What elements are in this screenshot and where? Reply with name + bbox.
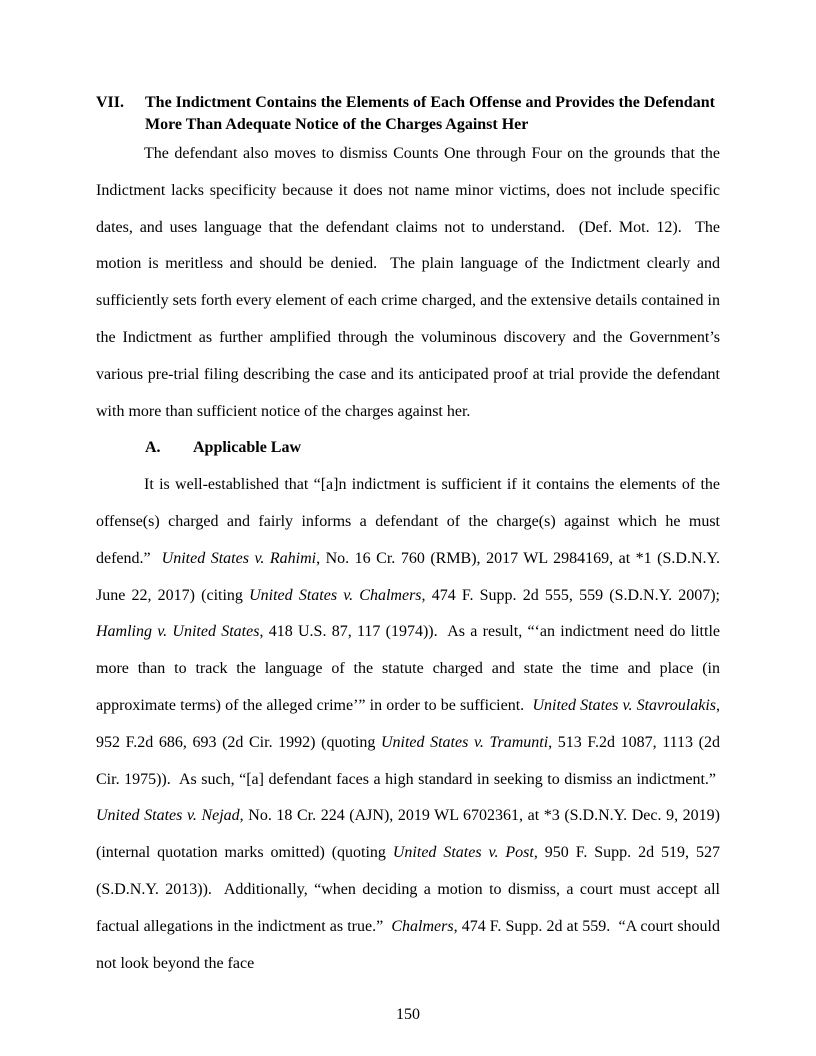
subsection-letter: A. — [145, 439, 161, 457]
subsection-heading — [145, 430, 720, 467]
section-heading-text: The Indictment Contains the Elements of Each Offense and Provides the Defendant More Than Adequate Notice of the Charges Against Her — [145, 94, 715, 133]
section-number: VII. — [96, 94, 125, 111]
section-heading — [96, 92, 720, 136]
paragraph-applicable-law: It is well-established that “[a]n indictment is sufficient if it contains the elements of the offense(s) charged and fairly informs a defendant of the charge(s) against which he must defend.” United States v. Rahimi, No. 16 Cr. 760 (RMB), 2017 WL 2984169, at *1 (S.D.N.Y. June 22, 2017) (citing United States v. Chalmers, 474 F. Supp. 2d 555, 559 (S.D.N.Y. 2007); Hamling v. United States, 418 U.S. 87, 117 (1974)). As a result, “‘an indictment need do little more than to track the language of the statute charged and state the time and place (in approximate terms) of the alleged crime’” in order to be sufficient. United States v. Stavroulakis, 952 F.2d 686, 693 (2d Cir. 1992) (quoting United States v. Tramunti, 513 F.2d 1087, 1113 (2d Cir. 1975)). As such, “[a] defendant faces a high standard in seeking to dismiss an indictment.” United States v. Nejad, No. 18 Cr. 224 (AJN), 2019 WL 6702361, at *3 (S.D.N.Y. Dec. 9, 2019) (internal quotation marks omitted) (quoting United States v. Post, 950 F. Supp. 2d 519, 527 (S.D.N.Y. 2013)). Additionally, “when deciding a motion to dismiss, a court must accept all factual allegations in the indictment as true.” Chalmers, 474 F. Supp. 2d at 559. “A court should not look beyond the face — [96, 476, 721, 972]
page-number: 150 — [396, 1006, 420, 1023]
subsection-title: Applicable Law — [193, 439, 302, 457]
paragraph-intro: The defendant also moves to dismiss Counts One through Four on the grounds that the Indictment lacks specificity because it does not name minor victims, does not include specific dates, and uses language that the defendant claims not to understand. (Def. Mot. 12). The motion is meritless and should be denied. The plain language of the Indictment clearly and sufficiently sets forth every element of each crime charged, and the extensive details contained in the Indictment as further amplified through the voluminous discovery and the Government’s various pre-trial filing describing the case and its anticipated proof at trial provide the defendant with more than sufficient notice of the charges against her. — [96, 145, 720, 420]
